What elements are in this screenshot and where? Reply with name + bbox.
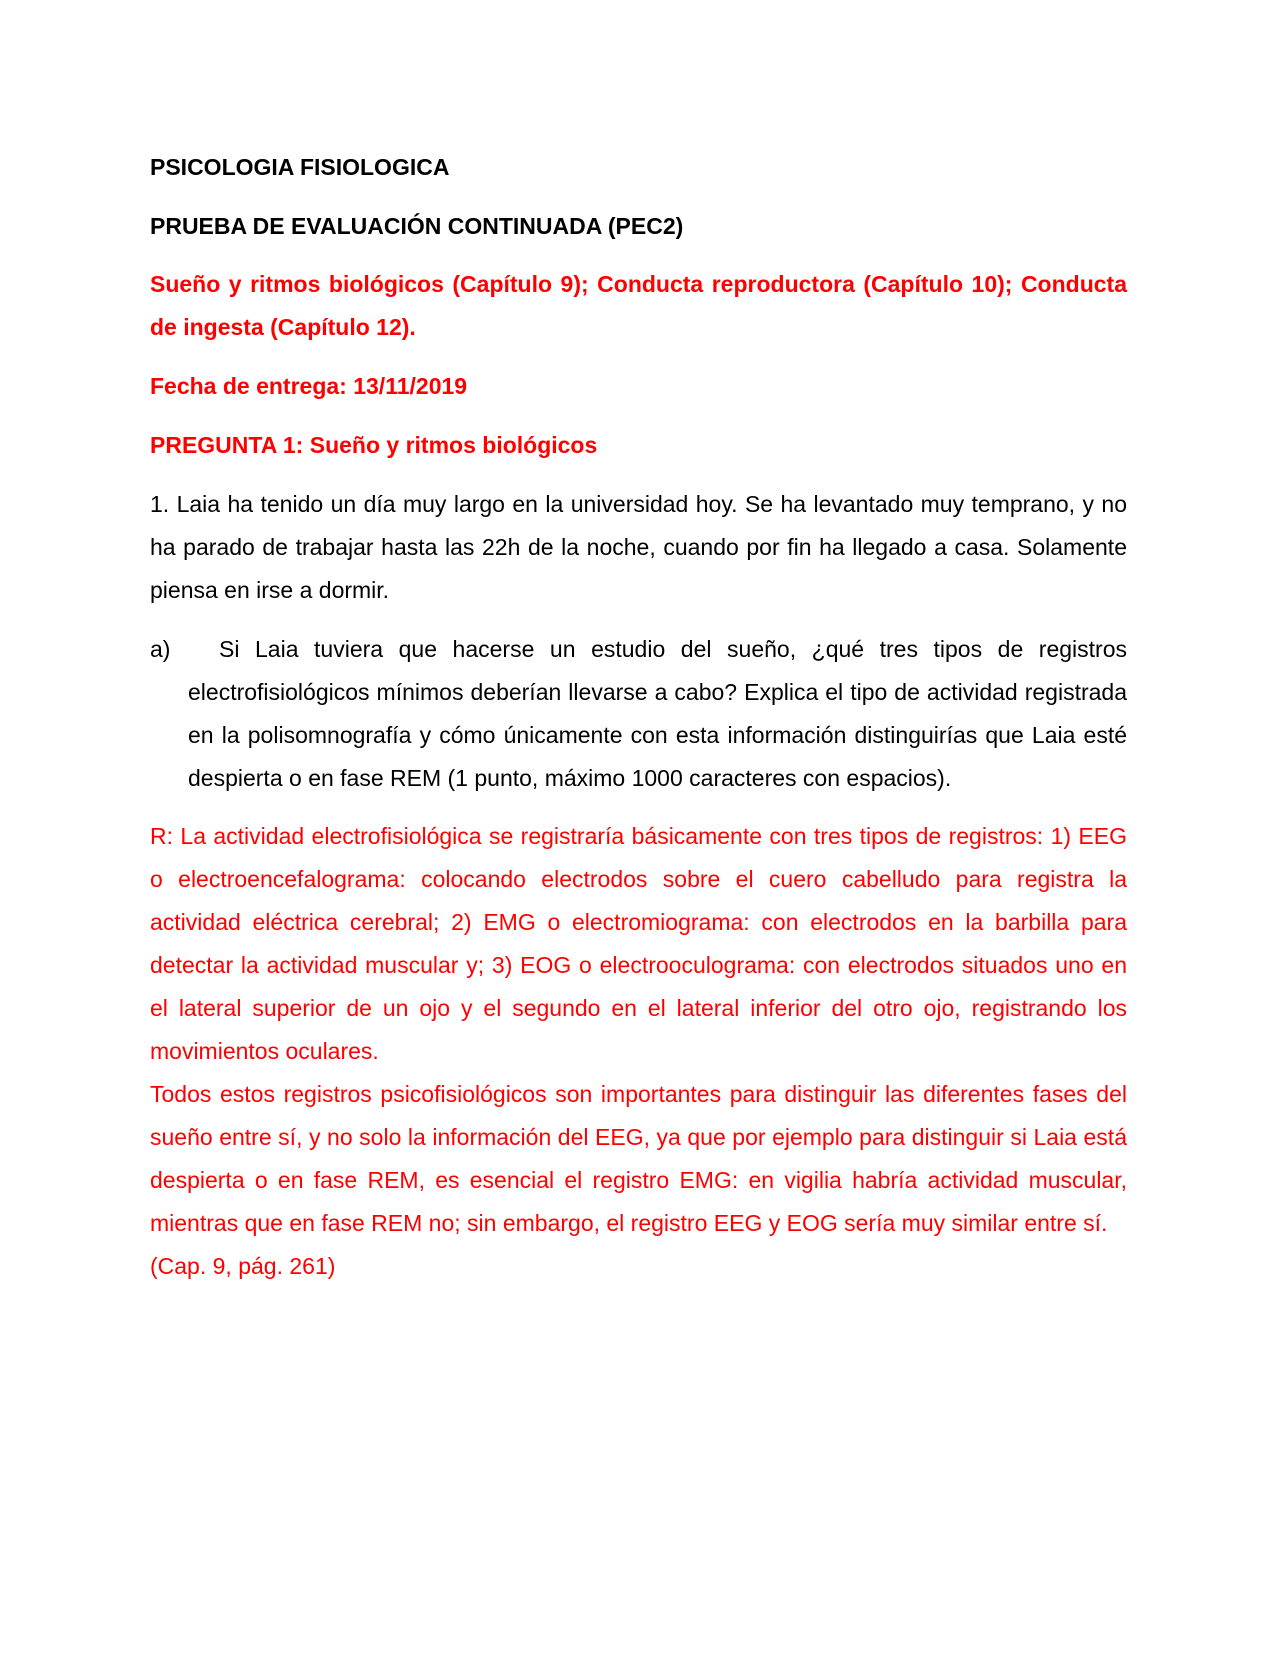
answer-paragraph-1: R: La actividad electrofisiológica se registraría básicamente con tres tipos de registros: 1) EEG o electroencefalograma: colocando electrodos sobre el cuero cabelludo para registra la actividad eléctrica cerebral; 2) EMG o electromiograma: con electrodos en la barbilla para detectar la actividad muscular y; 3) EOG o electrooculograma: con electrodos situados uno en el lateral superior de un ojo y el segundo en el lateral inferior del otro ojo, registrando los movimientos oculares. bbox=[150, 823, 1127, 1064]
document-page bbox=[150, 146, 1127, 1288]
answer-reference: (Cap. 9, pág. 261) bbox=[150, 1253, 336, 1279]
topics-heading: Sueño y ritmos biológicos (Capítulo 9); Conducta reproductora (Capítulo 10); Conducta de ingesta (Capítulo 12). bbox=[150, 271, 1127, 340]
course-title: PSICOLOGIA FISIOLOGICA bbox=[150, 154, 450, 180]
answer-paragraph-2: Todos estos registros psicofisiológicos son importantes para distinguir las diferentes fases del sueño entre sí, y no solo la información del EEG, ya que por ejemplo para distinguir si Laia está despierta o en fase REM, es esencial el registro EMG: en vigilia habría actividad muscular, mientras que en fase REM no; sin embargo, el registro EEG y EOG sería muy similar entre sí. bbox=[150, 1081, 1127, 1236]
item-a-label: a) bbox=[150, 636, 171, 662]
due-date: Fecha de entrega: 13/11/2019 bbox=[150, 373, 468, 399]
test-title: PRUEBA DE EVALUACIÓN CONTINUADA (PEC2) bbox=[150, 213, 684, 239]
question-1-intro: 1. Laia ha tenido un día muy largo en la universidad hoy. Se ha levantado muy temprano, y no ha parado de trabajar hasta las 22h de la noche, cuando por fin ha llegado a casa. Solamente piensa en irse a dormir. bbox=[150, 491, 1127, 603]
question-1-heading: PREGUNTA 1: Sueño y ritmos biológicos bbox=[150, 432, 598, 458]
question-1-item-a bbox=[150, 628, 1127, 800]
item-a-text: Si Laia tuviera que hacerse un estudio del sueño, ¿qué tres tipos de registros electrofisiológicos mínimos deberían llevarse a cabo? Explica el tipo de actividad registrada en la polisomnografía y cómo únicamente con esta información distinguirías que Laia esté despierta o en fase REM (1 punto, máximo 1000 caracteres con espacios). bbox=[188, 636, 1127, 791]
